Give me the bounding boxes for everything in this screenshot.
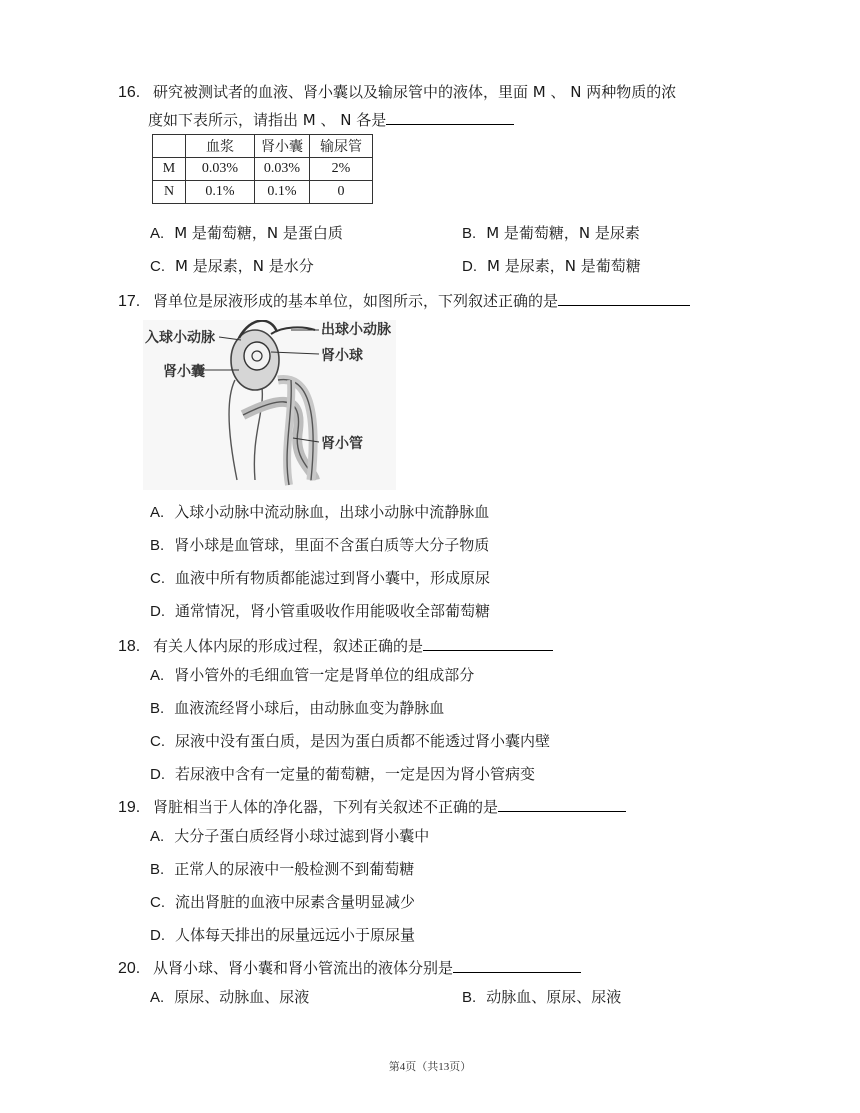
- answer-blank[interactable]: [423, 634, 553, 651]
- table-cell: 0.1%: [255, 181, 310, 204]
- page-footer: 第4页（共13页）: [388, 1061, 472, 1073]
- table-cell: 0.03%: [186, 158, 255, 181]
- option-text: M 是葡萄糖，N 是尿素: [486, 224, 640, 242]
- question-number: 17.: [118, 293, 141, 310]
- table-cell: 2%: [310, 158, 373, 181]
- option-letter: C.: [150, 258, 165, 275]
- option-a[interactable]: [150, 985, 309, 1010]
- label-efferent-arteriole: 出球小动脉: [321, 322, 391, 338]
- option-text: 入球小动脉中流动脉血，出球小动脉中流静脉血: [174, 503, 490, 521]
- option-letter: A.: [150, 225, 165, 242]
- option-letter: D.: [150, 766, 165, 783]
- question-number: 18.: [118, 638, 141, 655]
- option-text: 流出肾脏的血液中尿素含量明显减少: [175, 893, 416, 911]
- option-b[interactable]: [150, 696, 444, 721]
- option-text: 原尿、动脉血、尿液: [174, 988, 310, 1006]
- question-stem-line2: 度如下表所示，请指出 M 、 N 各是: [148, 111, 387, 129]
- option-d[interactable]: [462, 254, 641, 279]
- question-19: [118, 793, 778, 822]
- option-d[interactable]: [150, 762, 535, 787]
- answer-blank[interactable]: [498, 795, 626, 812]
- option-letter: B.: [150, 861, 165, 878]
- option-text: 血液流经肾小球后，由动脉血变为静脉血: [174, 699, 445, 717]
- answer-blank[interactable]: [558, 289, 690, 306]
- option-text: 动脉血、原尿、尿液: [486, 988, 622, 1006]
- question-20: [118, 954, 778, 983]
- table-cell: 0.1%: [186, 181, 255, 204]
- concentration-table: [152, 134, 373, 204]
- option-text: M 是葡萄糖，N 是蛋白质: [174, 224, 343, 242]
- option-letter: B.: [150, 537, 165, 554]
- nephron-figure: [143, 320, 396, 490]
- option-letter: A.: [150, 504, 165, 521]
- answer-blank[interactable]: [453, 956, 581, 973]
- glomerulus-shape: [244, 342, 270, 370]
- option-letter: A.: [150, 828, 165, 845]
- question-stem: 有关人体内尿的形成过程，叙述正确的是: [153, 637, 424, 655]
- option-text: 肾小管外的毛细血管一定是肾单位的组成部分: [174, 666, 475, 684]
- option-letter: D.: [462, 258, 477, 275]
- table-header-row: [153, 135, 373, 158]
- option-b[interactable]: [150, 857, 414, 882]
- label-capsule: 肾小囊: [163, 364, 205, 380]
- option-c[interactable]: [150, 729, 550, 754]
- option-text: 血液中所有物质都能滤过到肾小囊中，形成原尿: [175, 569, 491, 587]
- option-text: 正常人的尿液中一般检测不到葡萄糖: [174, 860, 415, 878]
- label-glomerulus: 肾小球: [321, 348, 363, 364]
- question-stem: 肾单位是尿液形成的基本单位，如图所示，下列叙述正确的是: [153, 292, 559, 310]
- option-letter: B.: [462, 989, 477, 1006]
- question-17: [118, 287, 778, 316]
- option-a[interactable]: [150, 500, 489, 525]
- table-header-cell: 肾小囊: [255, 135, 310, 158]
- option-letter: C.: [150, 570, 165, 587]
- table-header-cell: 血浆: [186, 135, 255, 158]
- table-header-cell: [153, 135, 186, 158]
- option-a[interactable]: [150, 221, 343, 246]
- option-text: M 是尿素，N 是葡萄糖: [487, 257, 641, 275]
- nephron-diagram: [143, 320, 396, 490]
- option-text: M 是尿素，N 是水分: [175, 257, 314, 275]
- question-number: 19.: [118, 799, 141, 816]
- label-afferent-arteriole: 入球小动脉: [145, 330, 215, 346]
- table-cell: 0.03%: [255, 158, 310, 181]
- option-letter: D.: [150, 603, 165, 620]
- label-tubule: 肾小管: [321, 436, 363, 452]
- option-c[interactable]: [150, 890, 415, 915]
- question-stem-line1: 研究被测试者的血液、肾小囊以及输尿管中的液体，里面 M 、 N 两种物质的浓: [153, 83, 677, 101]
- option-a[interactable]: [150, 824, 429, 849]
- answer-blank[interactable]: [386, 108, 514, 125]
- question-number: 16.: [118, 84, 141, 101]
- option-d[interactable]: [150, 923, 415, 948]
- question-16-line2: [148, 106, 808, 134]
- option-text: 人体每天排出的尿量远远小于原尿量: [175, 926, 416, 944]
- option-letter: A.: [150, 667, 165, 684]
- option-letter: B.: [150, 700, 165, 717]
- question-number: 20.: [118, 960, 141, 977]
- option-text: 肾小球是血管球，里面不含蛋白质等大分子物质: [174, 536, 490, 554]
- option-c[interactable]: [150, 254, 314, 279]
- table-cell: 0: [310, 181, 373, 204]
- option-c[interactable]: [150, 566, 490, 591]
- option-text: 通常情况，肾小管重吸收作用能吸收全部葡萄糖: [175, 602, 491, 620]
- question-16: [118, 78, 778, 107]
- option-letter: A.: [150, 989, 165, 1006]
- option-d[interactable]: [150, 599, 490, 624]
- table-cell: M: [153, 158, 186, 181]
- option-letter: B.: [462, 225, 477, 242]
- question-stem: 从肾小球、肾小囊和肾小管流出的液体分别是: [153, 959, 454, 977]
- option-b[interactable]: [150, 533, 489, 558]
- table-row: [153, 181, 373, 204]
- option-letter: D.: [150, 927, 165, 944]
- option-letter: C.: [150, 894, 165, 911]
- option-text: 若尿液中含有一定量的葡萄糖，一定是因为肾小管病变: [175, 765, 536, 783]
- table-header-cell: 输尿管: [310, 135, 373, 158]
- table-cell: N: [153, 181, 186, 204]
- table-row: [153, 158, 373, 181]
- question-18: [118, 632, 778, 661]
- option-a[interactable]: [150, 663, 474, 688]
- option-letter: C.: [150, 733, 165, 750]
- question-stem: 肾脏相当于人体的净化器，下列有关叙述不正确的是: [153, 798, 499, 816]
- option-b[interactable]: [462, 985, 621, 1010]
- option-text: 大分子蛋白质经肾小球过滤到肾小囊中: [174, 827, 430, 845]
- option-b[interactable]: [462, 221, 640, 246]
- option-text: 尿液中没有蛋白质，是因为蛋白质都不能透过肾小囊内壁: [175, 732, 551, 750]
